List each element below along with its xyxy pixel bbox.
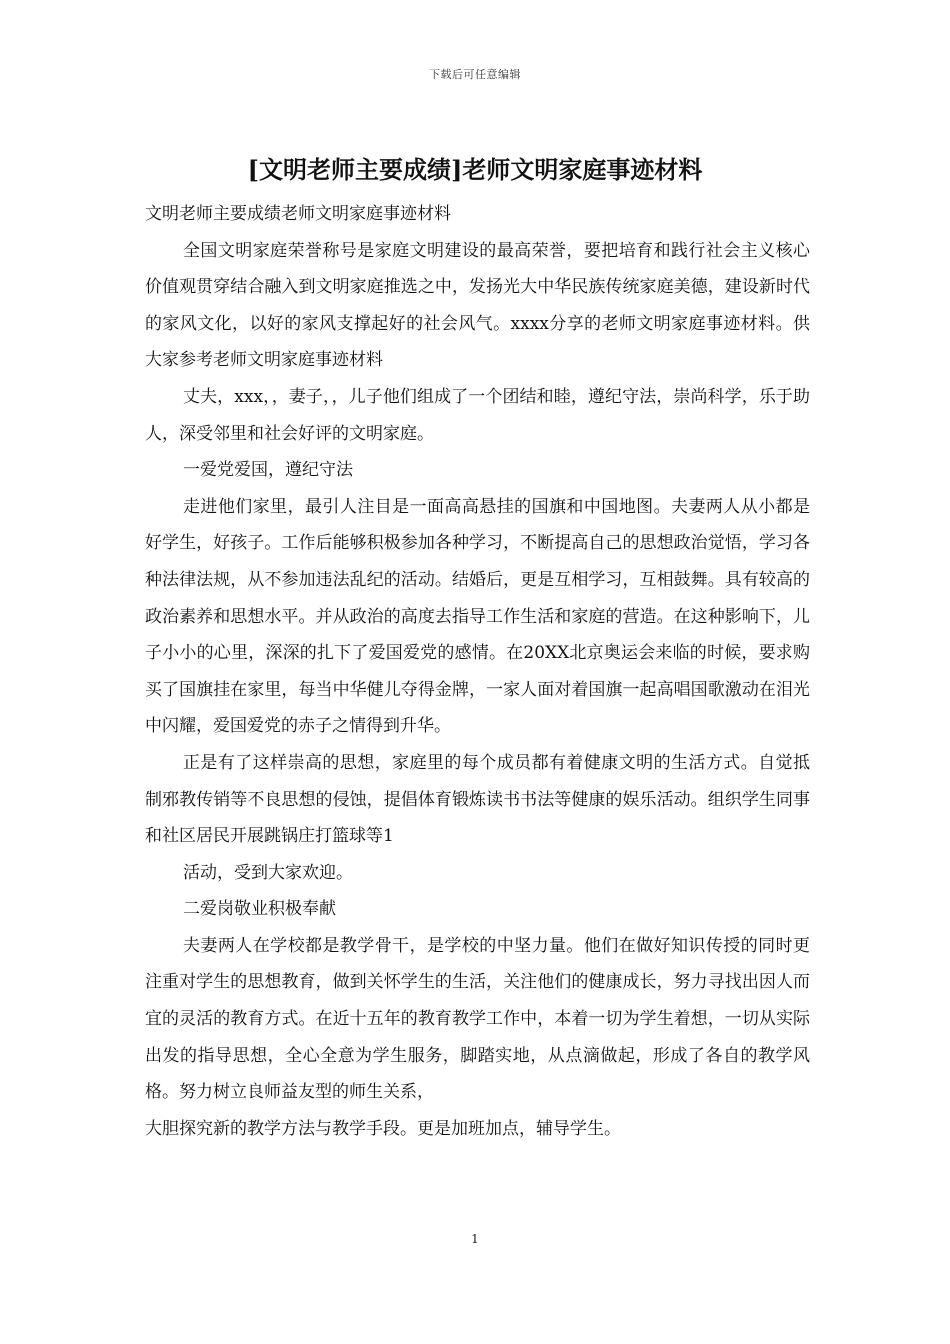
subtitle-paragraph: 文明老师主要成绩老师文明家庭事迹材料	[145, 204, 451, 224]
family-paragraph: 丈夫，xxx，，妻子，，儿子他们组成了一个团结和睦，遵纪守法，崇尚科学，乐于助人，深受邻里和社会好评的文明家庭。	[145, 386, 810, 444]
section-heading-2: 二爱岗敬业积极奉献	[183, 899, 336, 920]
document-title: [文明老师主要成绩]老师文明家庭事迹材料	[247, 155, 703, 184]
page-number: 1	[471, 1232, 479, 1246]
document-body	[145, 196, 810, 1147]
intro-paragraph: 全国文明家庭荣誉称号是家庭文明建设的最高荣誉，要把培育和践行社会主义核心价值观贯穿结合融入到文明家庭推选之中，发扬光大中华民族传统家庭美德，建设新时代的家风文化，以好的家风支撑起好的社会风气。xxxx分享的老师文明家庭事迹材料。供大家参考老师文明家庭事迹材料	[145, 240, 810, 371]
section-heading-1: 一爱党爱国，遵纪守法	[183, 460, 353, 481]
body-paragraph: 夫妻两人在学校都是教学骨干，是学校的中坚力量。他们在做好知识传授的同时更注重对学生的思想教育，做到关怀学生的生活，关注他们的健康成长，努力寻找出因人而宜的灵活的教育方式。在近十五年的教育教学工作中，本着一切为学生着想，一切从实际出发的指导思想，全心全意为学生服务，脚踏实地，从点滴做起，形成了各自的教学风格。努力树立良师益友型的师生关系，	[145, 935, 810, 1103]
page-header-note: 下载后可任意编辑	[429, 68, 521, 81]
body-paragraph: 正是有了这样崇高的思想，家庭里的每个成员都有着健康文明的生活方式。自觉抵制邪教传销等不良思想的侵蚀，提倡体育锻炼读书书法等健康的娱乐活动。组织学生同事和社区居民开展跳锅庄打篮球等1	[145, 752, 810, 847]
body-paragraph: 活动，受到大家欢迎。	[183, 862, 353, 883]
body-paragraph: 走进他们家里，最引人注目是一面高高悬挂的国旗和中国地图。夫妻两人从小都是好学生，好孩子。工作后能够积极参加各种学习，不断提高自己的思想政治觉悟，学习各种法律法规，从不参加违法乱纪的活动。结婚后，更是互相学习，互相鼓舞。具有较高的政治素养和思想水平。并从政治的高度去指导工作生活和家庭的营造。在这种影响下，儿子小小的心里，深深的扎下了爱国爱党的感情。在20XX北京奥运会来临的时候，要求购买了国旗挂在家里，每当中华健儿夺得金牌，一家人面对着国旗一起高唱国歌激动在泪光中闪耀，爱国爱党的赤子之情得到升华。	[145, 496, 810, 737]
body-paragraph: 大胆探究新的教学方法与教学手段。更是加班加点，辅导学生。	[145, 1118, 621, 1139]
